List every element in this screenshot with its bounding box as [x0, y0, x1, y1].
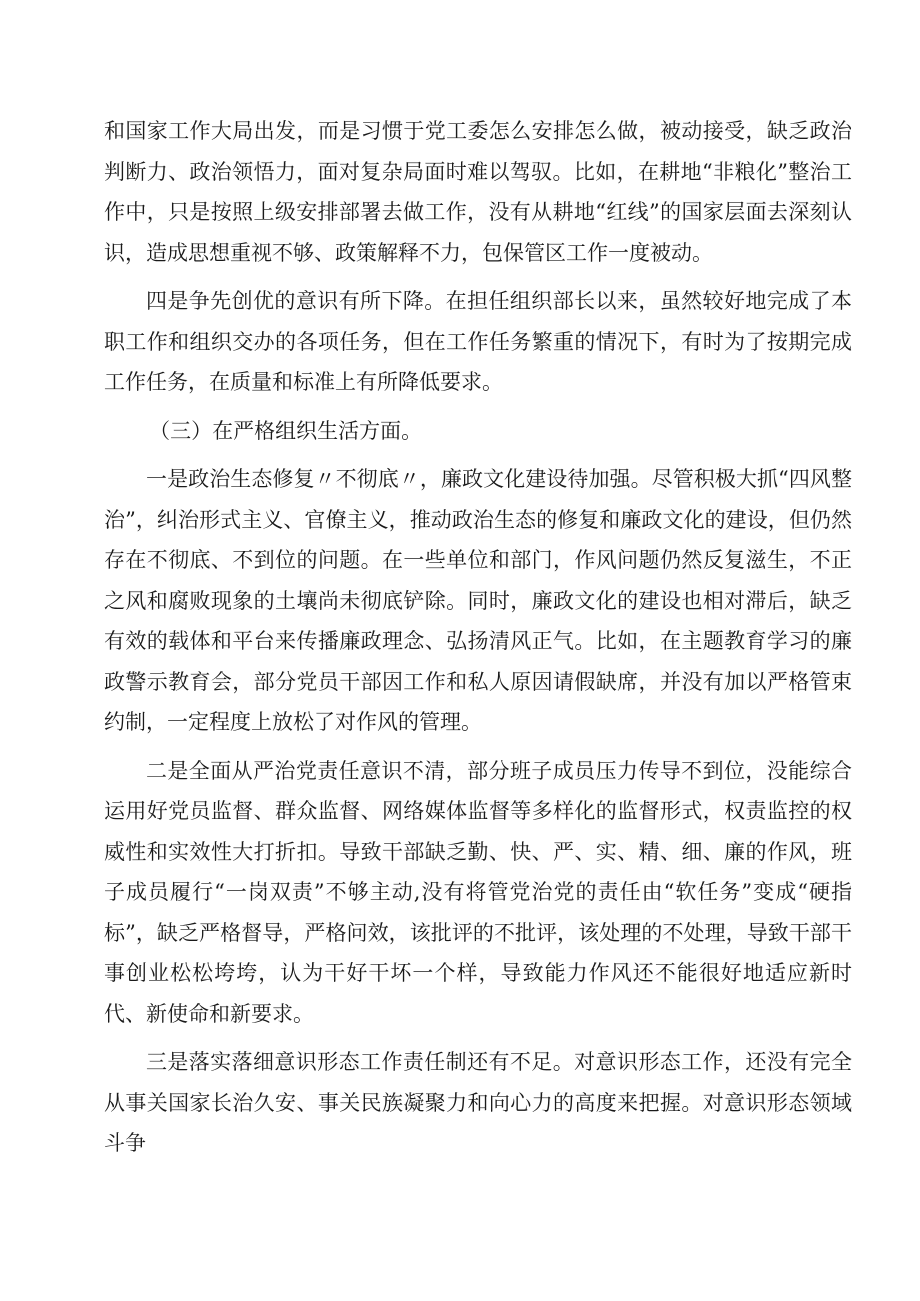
- paragraph-point-four: 四是争先创优的意识有所下降。在担任组织部长以来，虽然较好地完成了本职工作和组织交办的各项任务，但在工作任务繁重的情况下，有时为了按期完成工作任务，在质量和标准上有所降低要求。: [104, 289, 852, 394]
- paragraph-point-one: 一是政治生态修复〃不彻底〃，廉政文化建设待加强。尽管积极大抓“四风整治”，纠治形式主义、官僚主义，推动政治生态的修复和廉政文化的建设，但仍然存在不彻底、不到位的问题。在一些单位和部门，作风问题仍然反复滋生，不正之风和腐败现象的土壤尚未彻底铲除。同时，廉政文化的建设也相对滞后，缺乏有效的载体和平台来传播廉政理念、弘扬清风正气。比如，在主题教育学习的廉政警示教育会，部分党员干部因工作和私人原因请假缺席，并没有加以严格管束约制，一定程度上放松了对作风的管理。: [104, 467, 852, 734]
- paragraph-point-three: 三是落实落细意识形态工作责任制还有不足。对意识形态工作，还没有完全从事关国家长治久安、事关民族凝聚力和向心力的高度来把握。对意识形态领域斗争: [104, 1050, 852, 1155]
- document-body: [104, 111, 852, 1164]
- paragraph-continuation: 和国家工作大局出发，而是习惯于党工委怎么安排怎么做，被动接受，缺乏政治判断力、政治领悟力，面对复杂局面时难以驾驭。比如，在耕地“非粮化”整治工作中，只是按照上级安排部署去做工作，没有从耕地“红线”的国家层面去深刻认识，造成思想重视不够、政策解释不力，包保管区工作一度被动。: [104, 119, 852, 265]
- section-heading-three: （三）在严格组织生活方面。: [149, 418, 423, 443]
- paragraph-point-two: 二是全面从严治党责任意识不清，部分班子成员压力传导不到位，没能综合运用好党员监督、群众监督、网络媒体监督等多样化的监督形式，权责监控的权威性和实效性大打折扣。导致干部缺乏勤、快、严、实、精、细、廉的作风，班子成员履行“一岗双责”不够主动,没有将管党治党的责任由“软任务”变成“硬指标”，缺乏严格督导，严格问效，该批评的不批评，该处理的不处理，导致干部干事创业松松垮垮，认为干好干坏一个样，导致能力作风还不能很好地适应新时代、新使命和新要求。: [104, 758, 852, 1026]
